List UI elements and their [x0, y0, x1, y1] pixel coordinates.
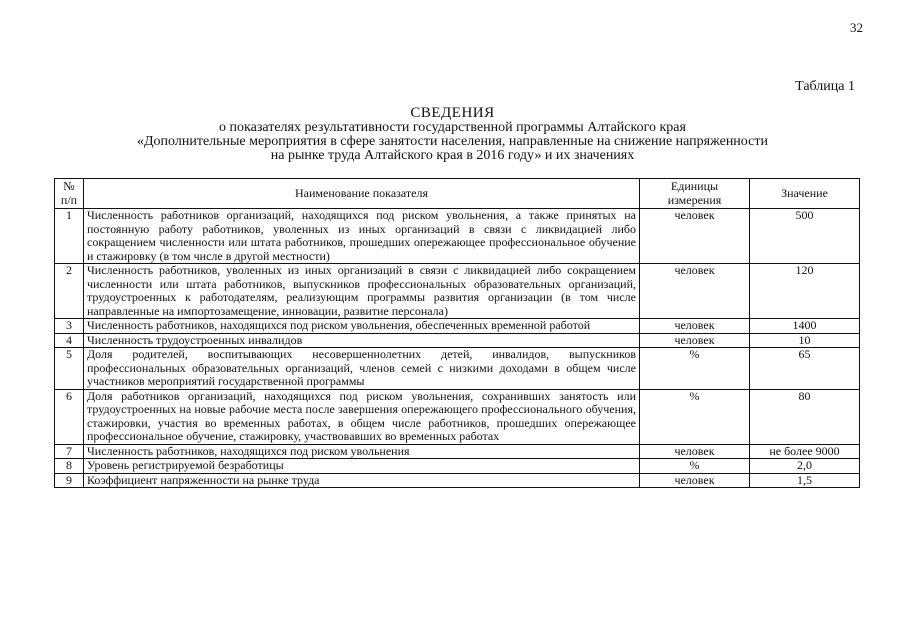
table-row	[55, 389, 860, 444]
row-value: 65	[750, 348, 860, 390]
row-name: Численность трудоустроенных инвалидов	[84, 333, 640, 348]
header-value: Значение	[750, 179, 860, 209]
row-num: 3	[55, 319, 84, 334]
row-unit: человек	[640, 473, 750, 488]
row-num: 6	[55, 389, 84, 444]
row-unit: человек	[640, 444, 750, 459]
table-label: Таблица 1	[795, 79, 855, 94]
heading-line-2: «Дополнительные мероприятия в сфере занятости населения, направленные на снижение напряженности	[137, 134, 768, 149]
heading-title: СВЕДЕНИЯ	[410, 105, 495, 121]
row-num: 2	[55, 264, 84, 319]
row-num: 9	[55, 473, 84, 488]
table-row	[55, 473, 860, 488]
table-row	[55, 264, 860, 319]
row-value: 1,5	[750, 473, 860, 488]
row-value: 80	[750, 389, 860, 444]
indicators-table	[54, 178, 860, 488]
row-unit: %	[640, 389, 750, 444]
row-name: Доля работников организаций, находящихся под риском увольнения, сохранивших занятость или трудоустроенных на новые рабочие места после завершения опережающего профессионального обучения, стажировки, участия во временных работах, в общем числе работников, прошедших опережающее профессиональное обучение, стажировку, участвовавших во временных работах	[84, 389, 640, 444]
page-number: 32	[850, 20, 863, 35]
row-name: Коэффициент напряженности на рынке труда	[84, 473, 640, 488]
row-name: Численность работников организаций, находящихся под риском увольнения, а также принятых на постоянную работу работников, уволенных из иных организаций в связи с ликвидацией либо сокращением численности или штата работников, прошедших опережающее профессиональное обучение и стажировку (в том числе в другой местности)	[84, 209, 640, 264]
row-num: 1	[55, 209, 84, 264]
row-num: 5	[55, 348, 84, 390]
row-name: Численность работников, находящихся под риском увольнения, обеспеченных временной работой	[84, 319, 640, 334]
row-value: 10	[750, 333, 860, 348]
row-value: 2,0	[750, 459, 860, 474]
row-name: Доля родителей, воспитывающих несовершеннолетних детей, инвалидов, выпускников профессиональных образовательных организаций, членов семей с низкими доходами в общем числе участников мероприятий государственной программы	[84, 348, 640, 390]
table-row	[55, 444, 860, 459]
row-unit: человек	[640, 264, 750, 319]
row-name: Численность работников, находящихся под риском увольнения	[84, 444, 640, 459]
table-row	[55, 333, 860, 348]
row-value: 1400	[750, 319, 860, 334]
table-row	[55, 348, 860, 390]
row-num: 7	[55, 444, 84, 459]
table-row	[55, 319, 860, 334]
row-unit: человек	[640, 319, 750, 334]
document-heading	[0, 105, 905, 163]
table-row	[55, 459, 860, 474]
row-num: 4	[55, 333, 84, 348]
table-row	[55, 209, 860, 264]
row-value: 120	[750, 264, 860, 319]
header-name: Наименование показателя	[84, 179, 640, 209]
row-unit: %	[640, 459, 750, 474]
row-name: Численность работников, уволенных из иных организаций в связи с ликвидацией либо сокращением численности или штата работников, выпускников профессиональных образовательных организаций, трудоустроенных к работодателям, реализующим программы развития организации (в том числе направленные на импортозамещение, инновации, развитие персонала)	[84, 264, 640, 319]
row-unit: человек	[640, 209, 750, 264]
header-num: № п/п	[55, 179, 84, 209]
row-num: 8	[55, 459, 84, 474]
row-value: 500	[750, 209, 860, 264]
row-name: Уровень регистрируемой безработицы	[84, 459, 640, 474]
heading-line-1: о показателях результативности государственной программы Алтайского края	[219, 120, 686, 135]
header-unit: Единицы измерения	[640, 179, 750, 209]
table-header-row	[55, 179, 860, 209]
row-value: не более 9000	[750, 444, 860, 459]
heading-line-3: на рынке труда Алтайского края в 2016 году» и их значениях	[270, 148, 635, 163]
row-unit: %	[640, 348, 750, 390]
row-unit: человек	[640, 333, 750, 348]
